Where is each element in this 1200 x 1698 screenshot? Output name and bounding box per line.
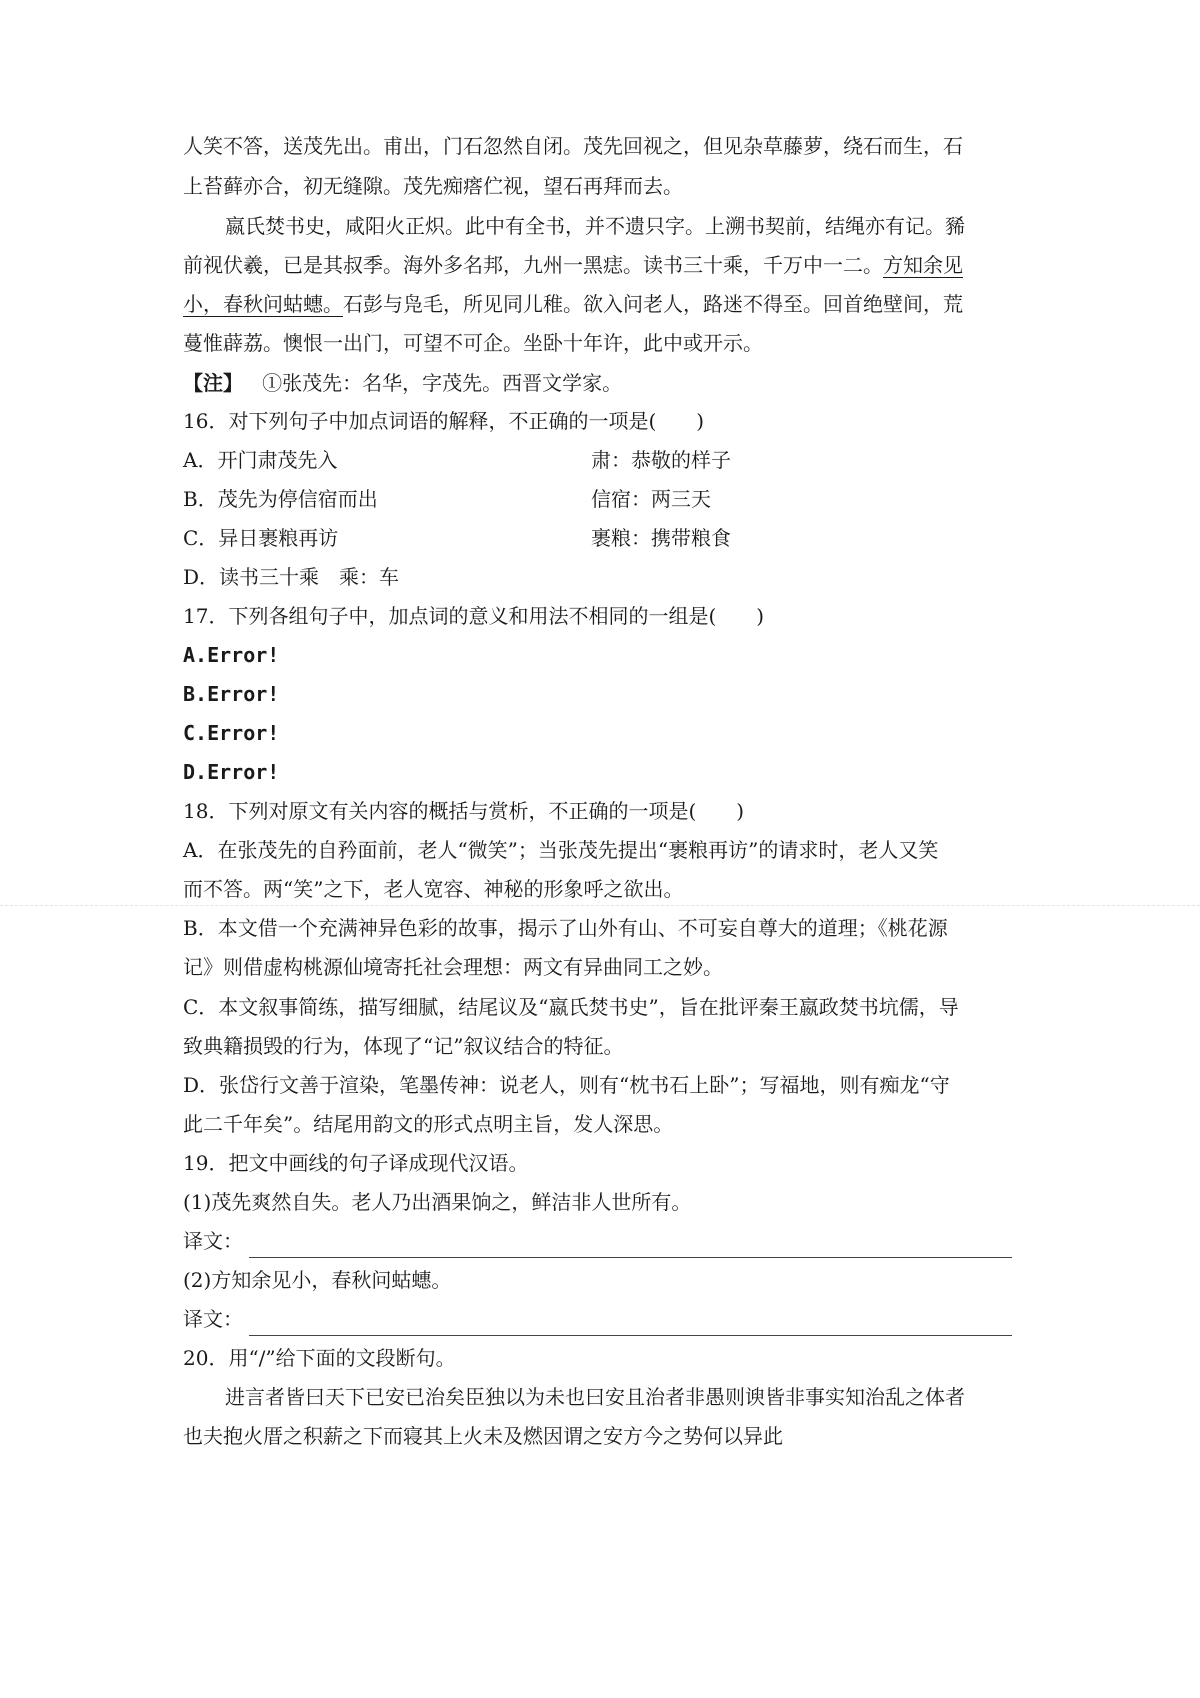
passage-line: 上苔藓亦合，初无缝隙。茂先痴瘩伫视，望石再拜而去。: [183, 174, 683, 198]
q17-option-b: B.Error!: [183, 682, 280, 706]
q16-option-a-answer: 肃：恭敬的样子: [591, 448, 731, 472]
passage-text: 石彭与凫毛，所见同儿稚。欲入问老人，路迷不得至。回首绝壁间，荒: [343, 292, 963, 316]
q17-option-c: C.Error!: [183, 721, 280, 745]
q18-option-line: 而不答。两“笑”之下，老人宽容、神秘的形象呼之欲出。: [183, 877, 684, 901]
q18-option-line: B．本文借一个充满神异色彩的故事，揭示了山外有山、不可妄自尊大的道理；《桃花源: [183, 916, 948, 940]
translation-label: 译文：: [183, 1229, 243, 1253]
translation-blank-2[interactable]: [249, 1335, 1012, 1336]
q20-passage-line: 也夫抱火厝之积薪之下而寝其上火未及燃因谓之安方今之势何以异此: [183, 1424, 783, 1448]
page-fold-line: [0, 905, 1200, 906]
translation-blank-1[interactable]: [249, 1257, 1012, 1258]
underlined-sentence: 小，春秋问蛄蟪。: [183, 292, 343, 316]
q18-option-line: 此二千年矣”。结尾用韵文的形式点明主旨，发人深思。: [183, 1112, 674, 1136]
q20-passage-line: 进言者皆曰天下已安已治矣臣独以为未也曰安且治者非愚则谀皆非事实知治乱之体者: [225, 1385, 965, 1409]
q16-option-b-answer: 信宿：两三天: [591, 487, 711, 511]
q16-option-d: D．读书三十乘 乘：车: [183, 565, 400, 589]
underlined-sentence: 方知余见: [883, 253, 963, 277]
q18-option-line: 致典籍损毁的行为，体现了“记”叙议结合的特征。: [183, 1034, 624, 1058]
q18-option-line: 记》则借虚构桃源仙境寄托社会理想：两文有异曲同工之妙。: [183, 955, 723, 979]
question-16-stem: 16．对下列句子中加点词语的解释，不正确的一项是( ): [183, 409, 705, 433]
translation-label: 译文：: [183, 1307, 243, 1331]
question-17-stem: 17．下列各组句子中，加点词的意义和用法不相同的一组是( ): [183, 604, 765, 628]
q17-option-d: D.Error!: [183, 760, 280, 784]
q17-option-a: A.Error!: [183, 643, 280, 667]
question-19-stem: 19．把文中画线的句子译成现代汉语。: [183, 1151, 529, 1175]
question-20-stem: 20．用“/”给下面的文段断句。: [183, 1346, 456, 1370]
passage-text: 前视伏羲，已是其叔季。海外多名邦，九州一黑痣。读书三十乘，千万中一二。: [183, 253, 883, 277]
passage-line: 嬴氏焚书史，咸阳火正炽。此中有全书，并不遗只字。上溯书契前，结绳亦有记。豨: [225, 214, 965, 238]
q19-sub-2: (2)方知余见小，春秋问蛄蟪。: [183, 1268, 452, 1292]
passage-line: [183, 251, 1023, 279]
note-tag: 【注】: [183, 371, 243, 395]
q16-option-c-answer: 裹粮：携带粮食: [591, 526, 731, 550]
question-18-stem: 18．下列对原文有关内容的概括与赏析，不正确的一项是( ): [183, 799, 745, 823]
passage-line: 人笑不答，送茂先出。甫出，门石忽然自闭。茂先回视之，但见杂草藤萝，绕石而生，石: [183, 134, 963, 158]
passage-line: 蔓惟薜荔。懊恨一出门，可望不可企。坐卧十年许，此中或开示。: [183, 331, 763, 355]
q16-option-c: C．异日裹粮再访: [183, 526, 339, 550]
q18-option-line: D．张岱行文善于渲染，笔墨传神：说老人，则有“枕书石上卧”；写福地，则有痴龙“守: [183, 1073, 950, 1097]
q18-option-line: C．本文叙事简练，描写细腻，结尾议及“嬴氏焚书史”，旨在批评秦王嬴政焚书坑儒，导: [183, 995, 959, 1019]
q18-option-line: A．在张茂先的自矜面前，老人“微笑”；当张茂先提出“裹粮再访”的请求时，老人又笑: [183, 838, 939, 862]
passage-line: [183, 290, 1023, 318]
q16-option-a: A．开门肃茂先入: [183, 448, 338, 472]
annotation-note: [183, 369, 1023, 397]
note-text: ①张茂先：名华，字茂先。西晋文学家。: [262, 371, 623, 395]
q16-option-b: B．茂先为停信宿而出: [183, 487, 378, 511]
q19-sub-1: (1)茂先爽然自失。老人乃出酒果饷之，鲜洁非人世所有。: [183, 1190, 692, 1214]
